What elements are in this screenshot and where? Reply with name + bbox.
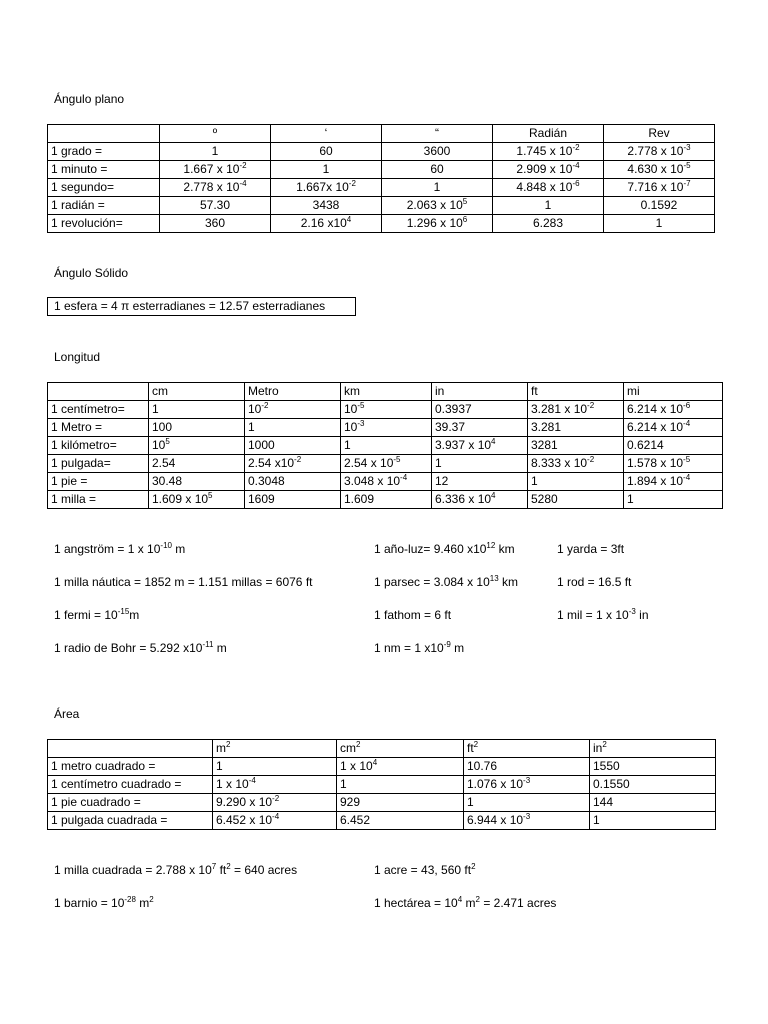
table-row <box>48 179 715 197</box>
equivalence-text: 1 milla cuadrada = 2.788 x $10^7$ $ft^2 = 640$ acres <box>54 862 298 877</box>
table-row <box>48 401 723 419</box>
table-cell: 1 metro cuadrado = <box>48 758 213 776</box>
table-cell: 1 <box>493 197 604 215</box>
table-cell: 0.1550 <box>590 776 716 794</box>
table-cell: 1 <box>590 812 716 830</box>
table-cell: 5280 <box>528 491 624 509</box>
equivalence-text: 1 radio de Bohr = 5.292 $x10^{-11}$ m <box>54 640 227 655</box>
table-cell: 1 <box>149 401 245 419</box>
table-cell: 2.54 <box>149 455 245 473</box>
table-row <box>48 215 715 233</box>
table-row <box>48 419 723 437</box>
equivalence-text: 1 acre = 43, 560 $ft^2$ <box>374 862 476 877</box>
table-row <box>48 758 716 776</box>
table-cell: 1 pie = <box>48 473 149 491</box>
table-cell: 3.048 x $10^{-4}$ <box>341 473 432 491</box>
column-header <box>48 383 149 401</box>
table-header-row <box>48 125 715 143</box>
table-cell: 1 <box>624 491 723 509</box>
table-cell: 1 <box>432 455 528 473</box>
column-header: “ <box>382 125 493 143</box>
table-cell: 1 <box>341 437 432 455</box>
table-cell: 1 <box>528 473 624 491</box>
equivalence-text: 1 barnio = $10^{-28}$ $m^2$ <box>54 895 154 910</box>
equivalence-text: 1 rod = 16.5 ft <box>557 575 632 589</box>
table-cell: 2.909 x $10^{-4}$ <box>493 161 604 179</box>
table-cell: 1 centímetro= <box>48 401 149 419</box>
equivalence-text: 1 milla náutica = 1852 m = 1.151 millas = 6076 ft <box>54 575 313 589</box>
table-row <box>48 473 723 491</box>
table-cell: 1609 <box>245 491 341 509</box>
table-row <box>48 812 716 830</box>
table-cell: 0.6214 <box>624 437 723 455</box>
table-cell: 57.30 <box>160 197 271 215</box>
equivalence-text: 1 mil = 1 x $10^{-3}$ in <box>557 607 649 622</box>
table-cell: 60 <box>382 161 493 179</box>
table-cell: 4.848 x $10^{-6}$ <box>493 179 604 197</box>
column-header: in <box>432 383 528 401</box>
table-cell: 39.37 <box>432 419 528 437</box>
table-cell: 4.630 x $10^{-5}$ <box>604 161 715 179</box>
table-row <box>48 161 715 179</box>
table-cell: 1.667 x $10^{-2}$ <box>160 161 271 179</box>
table-cell: 1 segundo= <box>48 179 160 197</box>
section-heading-area: Área <box>54 707 80 721</box>
table-cell: 30.48 <box>149 473 245 491</box>
table-cell: 6.452 x $10^{-4}$ <box>213 812 337 830</box>
column-header: cm <box>149 383 245 401</box>
equivalence-text: 1 año-luz= 9.460 $x10^{12}$ km <box>374 541 515 556</box>
table-cell: 2.16 $x10^4$ <box>271 215 382 233</box>
table-cell: 1.609 <box>341 491 432 509</box>
table-cell: 0.3937 <box>432 401 528 419</box>
table-cell: 100 <box>149 419 245 437</box>
column-header: Rev <box>604 125 715 143</box>
table-cell: 6.283 <box>493 215 604 233</box>
column-header: $ft^2$ <box>464 740 590 758</box>
table-cell: 3.281 x $10^{-2}$ <box>528 401 624 419</box>
column-header: $cm^2$ <box>337 740 464 758</box>
table-cell: 6.944 x $10^{-3}$ <box>464 812 590 830</box>
equivalence-text: 1 fathom = 6 ft <box>374 608 452 622</box>
table-cell: 1 pulgada= <box>48 455 149 473</box>
table-cell: $10^{-3}$ <box>341 419 432 437</box>
table-cell: 1 minuto = <box>48 161 160 179</box>
table-area <box>47 739 716 830</box>
table-header-row <box>48 383 723 401</box>
column-header <box>48 740 213 758</box>
table-cell: 3281 <box>528 437 624 455</box>
equivalence-text: 1 yarda = 3ft <box>557 542 625 556</box>
equivalence-text: 1 parsec = 3.084 x $10^{13}$ km <box>374 574 518 589</box>
equivalence-text: 1 angström = 1 x $10^{-10}$ m <box>54 541 186 556</box>
table-cell: 12 <box>432 473 528 491</box>
table-cell: 2.778 x $10^{-4}$ <box>160 179 271 197</box>
table-cell: 1 <box>213 758 337 776</box>
table-cell: 1 <box>382 179 493 197</box>
table-cell: 1.578 x $10^{-5}$ <box>624 455 723 473</box>
table-cell: 1 pie cuadrado = <box>48 794 213 812</box>
table-angulo-plano <box>47 124 715 233</box>
table-cell: 1.076 x $10^{-3}$ <box>464 776 590 794</box>
column-header: º <box>160 125 271 143</box>
table-cell: 1 revolución= <box>48 215 160 233</box>
section-heading-angulo-solido: Ángulo Sólido <box>54 266 129 280</box>
table-cell: 1 <box>604 215 715 233</box>
table-cell: 6.336 x $10^4$ <box>432 491 528 509</box>
table-cell: 1 <box>160 143 271 161</box>
table-cell: 1 radián = <box>48 197 160 215</box>
table-cell: 2.54 x $10^{-5}$ <box>341 455 432 473</box>
table-cell: 2.778 x $10^{-3}$ <box>604 143 715 161</box>
table-cell: 1 x $10^{-4}$ <box>213 776 337 794</box>
table-cell: 9.290 x $10^{-2}$ <box>213 794 337 812</box>
table-cell: $10^5$ <box>149 437 245 455</box>
table-cell: 3600 <box>382 143 493 161</box>
table-cell: 1.745 x $10^{-2}$ <box>493 143 604 161</box>
equivalence-text: 1 fermi = $10^{-15}m$ <box>54 607 140 622</box>
table-cell: 1000 <box>245 437 341 455</box>
table-cell: 1 centímetro cuadrado = <box>48 776 213 794</box>
column-header: mi <box>624 383 723 401</box>
table-cell: 1 Metro = <box>48 419 149 437</box>
table-cell: 360 <box>160 215 271 233</box>
column-header: $in^2$ <box>590 740 716 758</box>
table-row <box>48 455 723 473</box>
table-cell: 1 x $10^4$ <box>337 758 464 776</box>
table-row <box>48 437 723 455</box>
table-cell: 0.1592 <box>604 197 715 215</box>
table-cell: 929 <box>337 794 464 812</box>
column-header <box>48 125 160 143</box>
table-cell: 1 <box>271 161 382 179</box>
column-header: Radián <box>493 125 604 143</box>
table-cell: 1 grado = <box>48 143 160 161</box>
table-cell: 1.667x $10^{-2}$ <box>271 179 382 197</box>
table-row <box>48 794 716 812</box>
column-header: km <box>341 383 432 401</box>
column-header: ‘ <box>271 125 382 143</box>
table-cell: 0.3048 <box>245 473 341 491</box>
table-cell: 10.76 <box>464 758 590 776</box>
section-heading-angulo-plano: Ángulo plano <box>54 92 125 106</box>
table-cell: 3.937 x $10^4$ <box>432 437 528 455</box>
section-heading-longitud: Longitud <box>54 350 101 364</box>
table-cell: 1 <box>245 419 341 437</box>
table-cell: 1 milla = <box>48 491 149 509</box>
table-cell: 1 <box>464 794 590 812</box>
table-cell: 144 <box>590 794 716 812</box>
table-cell: 7.716 x $10^{-7}$ <box>604 179 715 197</box>
column-header: Metro <box>245 383 341 401</box>
table-cell: 6.214 x $10^{-4}$ <box>624 419 723 437</box>
table-cell: 1550 <box>590 758 716 776</box>
table-row <box>48 143 715 161</box>
table-cell: 3438 <box>271 197 382 215</box>
equivalence-text: 1 hectárea = $10^4$ $m^2 = 2.471$ acres <box>374 895 557 910</box>
table-row <box>48 776 716 794</box>
esfera-equivalence-box: 1 esfera = 4 π esterradianes = 12.57 esterradianes <box>47 297 356 316</box>
table-cell: 3.281 <box>528 419 624 437</box>
table-longitud <box>47 382 723 509</box>
table-cell: 6.452 <box>337 812 464 830</box>
table-cell: 8.333 x $10^{-2}$ <box>528 455 624 473</box>
table-cell: 2.063 x $10^5$ <box>382 197 493 215</box>
table-row <box>48 197 715 215</box>
column-header: ft <box>528 383 624 401</box>
table-cell: 6.214 x $10^{-6}$ <box>624 401 723 419</box>
table-cell: 1 kilómetro= <box>48 437 149 455</box>
table-cell: 1 pulgada cuadrada = <box>48 812 213 830</box>
table-cell: 60 <box>271 143 382 161</box>
table-row <box>48 491 723 509</box>
table-cell: 1.894 x $10^{-4}$ <box>624 473 723 491</box>
table-cell: 1.296 x $10^6$ <box>382 215 493 233</box>
table-cell: $10^{-5}$ <box>341 401 432 419</box>
table-header-row <box>48 740 716 758</box>
column-header: $m^2$ <box>213 740 337 758</box>
table-cell: $10^{-2}$ <box>245 401 341 419</box>
table-cell: 1 <box>337 776 464 794</box>
table-cell: 1.609 x $10^5$ <box>149 491 245 509</box>
table-cell: 2.54 $x10^{-2}$ <box>245 455 341 473</box>
equivalence-text: 1 nm = 1 $x10^{-9}$ m <box>374 640 465 655</box>
